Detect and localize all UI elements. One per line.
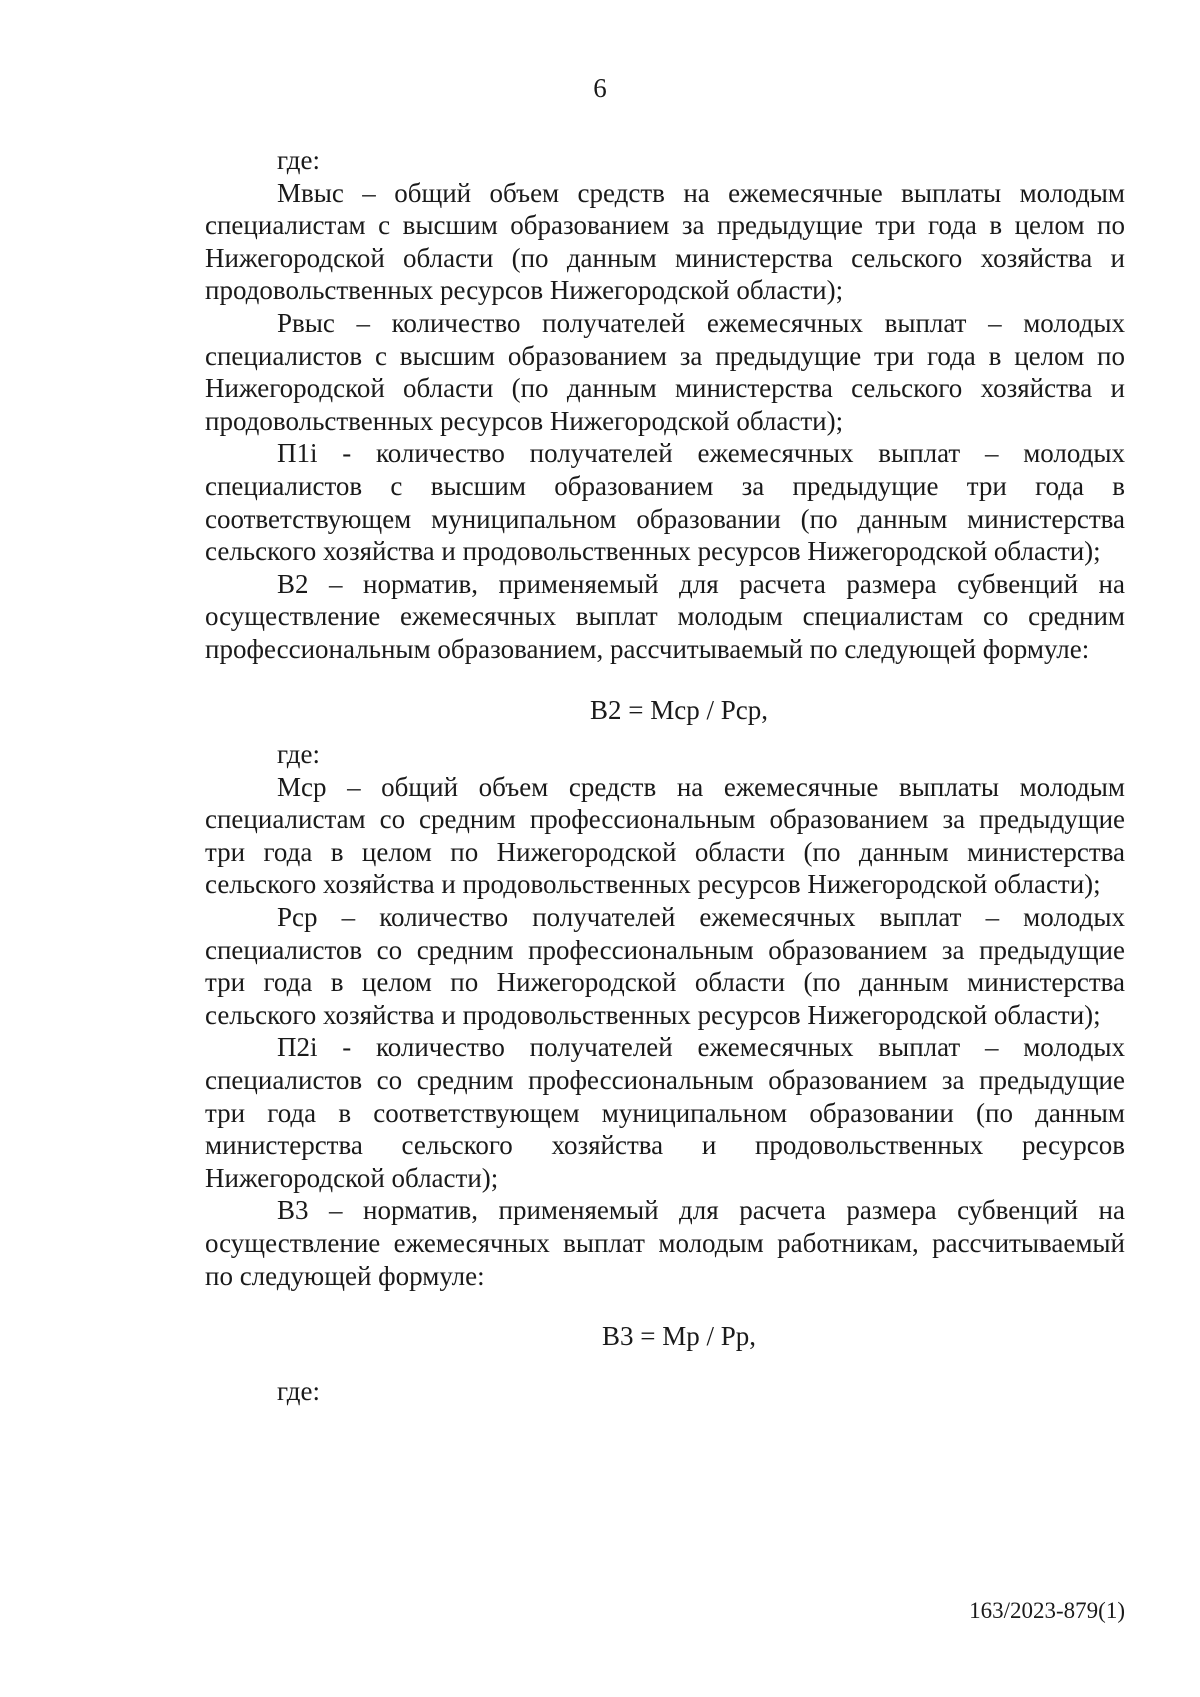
where-label: где:: [277, 739, 320, 770]
formula-v2: В2 = Мср / Рср,: [590, 694, 768, 725]
document-body: [205, 144, 1125, 1407]
formula-v3: В3 = Мр / Рр,: [601, 1321, 756, 1352]
document-number: 163/2023-879(1): [969, 1598, 1125, 1623]
definition-v3: В3 – норматив, применяемый для расчета размера субвенций на осуществление ежемесячных выплат молодым работникам, рассчитываемый по следующей формуле:: [205, 1195, 1125, 1291]
where-label: где:: [277, 1375, 320, 1406]
page-number: 6: [593, 73, 607, 103]
definition-v2: В2 – норматив, применяемый для расчета размера субвенций на осуществление ежемесячных выплат молодым специалистам со средним профессиональным образованием, рассчитываемый по следующей формуле:: [205, 568, 1125, 664]
definition-msr: Мср – общий объем средств на ежемесячные выплаты молодым специалистам со средним профессиональным образованием за предыдущие три года в целом по Нижегородской области (по данным министерства сельского хозяйства и продовольственных ресурсов Нижегородской области);: [205, 771, 1125, 900]
definition-rsr: Рср – количество получателей ежемесячных выплат – молодых специалистов со средним профессиональным образованием за предыдущие три года в целом по Нижегородской области (по данным министерства сельского хозяйства и продовольственных ресурсов Нижегородской области);: [205, 902, 1125, 1030]
definition-p2i: П2i - количество получателей ежемесячных выплат – молодых специалистов со средним профессиональным образованием за предыдущие три года в соответствующем муниципальном образовании (по данным министерства сельского хозяйства и продовольственных ресурсов Нижегородской области);: [205, 1032, 1125, 1193]
definition-p1i: П1i - количество получателей ежемесячных выплат – молодых специалистов с высшим образованием за предыдущие три года в соответствующем муниципальном образовании (по данным министерства сельского хозяйства и продовольственных ресурсов Нижегородской области);: [205, 438, 1125, 567]
definition-mvys: Мвыс – общий объем средств на ежемесячные выплаты молодым специалистам с высшим образованием за предыдущие три года в целом по Нижегородской области (по данным министерства сельского хозяйства и продовольственных ресурсов Нижегородской области);: [205, 177, 1125, 306]
where-label: где:: [277, 145, 320, 175]
definition-rvys: Рвыс – количество получателей ежемесячных выплат – молодых специалистов с высшим образованием за предыдущие три года в целом по Нижегородской области (по данным министерства сельского хозяйства и продовольственных ресурсов Нижегородской области);: [205, 307, 1125, 436]
